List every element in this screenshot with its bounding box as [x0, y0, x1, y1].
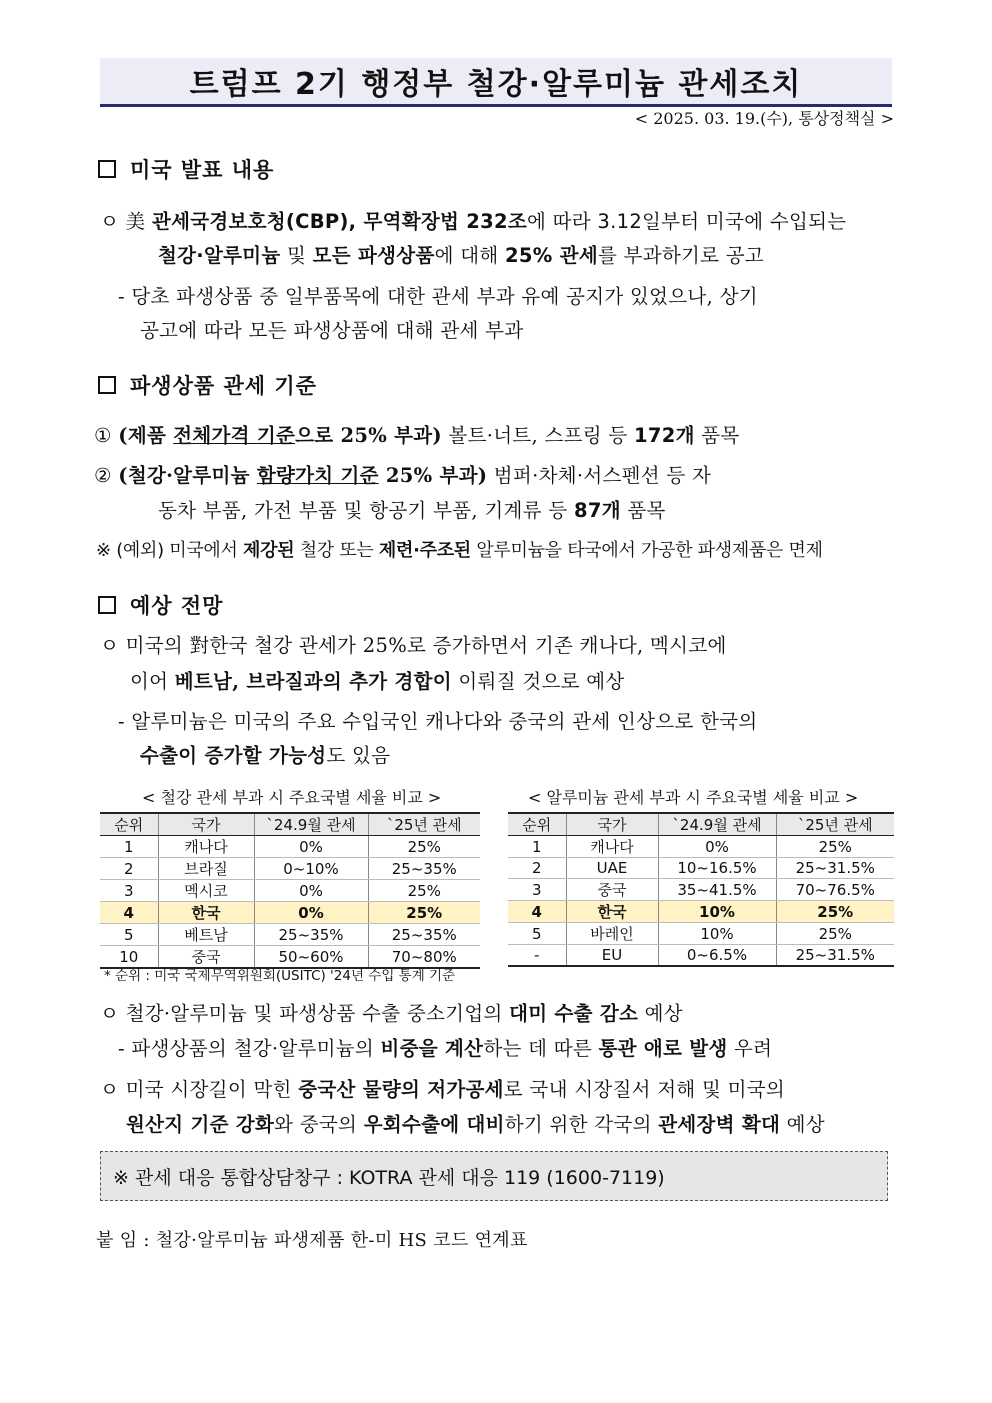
section-heading-outlook — [98, 590, 223, 620]
table-row: 1 캐나다 0% 25% — [508, 836, 894, 858]
aluminum-tariff-table — [508, 812, 894, 967]
bullet-line: ㅇ 美 관세국경보호청(CBP), 무역확장법 232조에 따라 3.12일부터 미국에 수입되는 — [100, 210, 847, 233]
outlook-bullet-1-cont: 이어 베트남, 브라질과의 추가 경합이 이뤄질 것으로 예상 — [130, 670, 625, 693]
outlook-sub-1: - 알루미늄은 미국의 주요 수입국인 캐나다와 중국의 관세 인상으로 한국의 — [118, 710, 758, 733]
section-heading-announcement — [98, 154, 274, 184]
section-title: 파생상품 관세 기준 — [130, 374, 317, 398]
hotline-text: ※ 관세 대응 통합상담창구 : KOTRA 관세 대응 119 (1600-7119) — [113, 1166, 665, 1189]
outlook-sub-1-cont: 수출이 증가할 가능성도 있음 — [140, 744, 391, 767]
table-header-row: 순위 국가 `24.9월 관세 `25년 관세 — [508, 813, 894, 836]
page-title-banner — [100, 58, 892, 107]
criteria-item-1: ① (제품 전체가격 기준으로 25% 부과) 볼트·너트, 스프링 등 172개 품목 — [94, 424, 740, 447]
tariff-hotline-box — [100, 1151, 888, 1201]
sub-bullet-line: - 당초 파생상품 중 일부품목에 대한 관세 부과 유예 공지가 있었으나, 상기 — [118, 285, 758, 308]
table-header-row: 순위 국가 `24.9월 관세 `25년 관세 — [100, 813, 480, 836]
checkbox-square-icon — [98, 160, 116, 178]
section-title: 미국 발표 내용 — [130, 158, 275, 182]
table-row: 1 캐나다 0% 25% — [100, 836, 480, 858]
aluminum-table-caption: < 알루미늄 관세 부과 시 주요국별 세율 비교 > — [528, 788, 859, 807]
table-row: 3 멕시코 0% 25% — [100, 880, 480, 902]
dateline: < 2025. 03. 19.(수), 통상정책실 > — [634, 109, 894, 128]
criteria-item-2: ② (철강·알루미늄 함량가치 기준 25% 부과) 범퍼·차체·서스펜션 등 자 — [94, 464, 712, 487]
table-row: 10 중국 50~60% 70~80% — [100, 946, 480, 969]
outlook-bullet-3: ㅇ 미국 시장길이 막힌 중국산 물량의 저가공세로 국내 시장질서 저해 및 미국의 — [100, 1078, 786, 1101]
table-row: 3 중국 35~41.5% 70~76.5% — [508, 879, 894, 901]
steel-table-caption: < 철강 관세 부과 시 주요국별 세율 비교 > — [142, 788, 442, 807]
checkbox-square-icon — [98, 596, 116, 614]
criteria-item-2-cont: 동차 부품, 가전 부품 및 항공기 부품, 기계류 등 87개 품목 — [158, 499, 666, 522]
table-row-highlight-korea: 4 한국 10% 25% — [508, 901, 894, 923]
steel-tariff-table — [100, 812, 480, 969]
table-row-highlight-korea: 4 한국 0% 25% — [100, 902, 480, 924]
section-heading-derivative-criteria — [98, 370, 317, 400]
table-row: 2 브라질 0~10% 25~35% — [100, 858, 480, 880]
checkbox-square-icon — [98, 376, 116, 394]
outlook-sub-2: - 파생상품의 철강·알루미늄의 비중을 계산하는 데 따른 통관 애로 발생 우려 — [118, 1037, 773, 1060]
table-row: 5 바레인 10% 25% — [508, 923, 894, 945]
outlook-bullet-1: ㅇ 미국의 對한국 철강 관세가 25%로 증가하면서 기존 캐나다, 멕시코에 — [100, 634, 727, 657]
outlook-bullet-2: ㅇ 철강·알루미늄 및 파생상품 수출 중소기업의 대미 수출 감소 예상 — [100, 1002, 683, 1025]
table-row: 5 베트남 25~35% 25~35% — [100, 924, 480, 946]
table-footnote: * 순위 : 미국 국제무역위원회(USITC) '24년 수입 통계 기준 — [104, 968, 456, 984]
bullet-line-cont: 철강·알루미늄 및 모든 파생상품에 대해 25% 관세를 부과하기로 공고 — [158, 244, 765, 267]
table-row: - EU 0~6.5% 25~31.5% — [508, 945, 894, 967]
exception-note: ※ (예외) 미국에서 제강된 철강 또는 제련·주조된 알루미늄을 타국에서 가공한 파생제품은 면제 — [96, 540, 823, 561]
sub-bullet-line-cont: 공고에 따라 모든 파생상품에 대해 관세 부과 — [140, 319, 524, 342]
page-title: 트럼프 2기 행정부 철강·알루미늄 관세조치 — [189, 67, 803, 102]
attachment-note: 붙 임 : 철강·알루미늄 파생제품 한-미 HS 코드 연계표 — [96, 1230, 528, 1251]
outlook-bullet-3-cont: 원산지 기준 강화와 중국의 우회수출에 대비하기 위한 각국의 관세장벽 확대 예상 — [126, 1113, 825, 1136]
section-title: 예상 전망 — [130, 594, 224, 618]
table-row: 2 UAE 10~16.5% 25~31.5% — [508, 858, 894, 879]
